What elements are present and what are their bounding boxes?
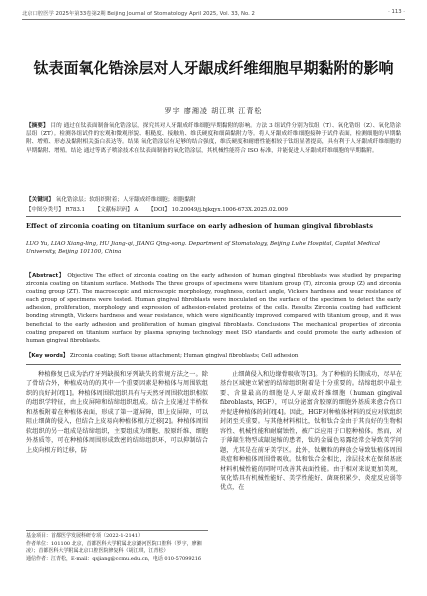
- body-column-right: 止细菌侵入和边缘骨吸收等[3]。为了种植的长期成功，尽早在基台区域建立紧密的结缔组织附着是十分重要的。结缔组织中最主要、含量最高的细胞是人牙龈成纤维细胞（human gingival fibroblasts, HGF），可以分泌富含胶原的细胞外基质来愈合伤口并促进种植体的封闭[4]。因此，HGF对种植体材料的反应对软组织封闭至关重要。与其他材料相比，钛和钛合金由于其良好的生物相容性、机械性能和耐腐蚀性，被广泛应用于口腔种植体。然而，对于薄龈生物型或龈退缩的患者，钛的金属色易露经常会导致美学问题，尤其是在前牙美学区。此外，钛颗粒的释放会导致钛植体周围炎症和种植体周围骨吸收。钛和钛合金相比，涂层技术在保留基底材料机械性能的同时可改善其表面性能。由于相对来说更加美观，氧化锆具有机械性能好、美学性能好、菌斑积累少、炎症反应弱等优点，在: [220, 371, 402, 492]
- keywords-cn-text: 氧化锆涂层；软组织附着；人牙龈成纤维细胞；细胞黏附: [55, 197, 196, 203]
- running-header-left: 北京口腔医学 2025年第33卷第2期 Beijing Journal of Stomatology April 2025, Vol. 33, No. 2: [22, 11, 255, 17]
- keywords-en: [26, 352, 401, 360]
- keywords-en-text: Zirconia coating; Soft tissue attachment; Human gingival fibroblasts; Cell adhesion: [70, 353, 299, 359]
- body-column-left: 种植修复已成为治疗牙列缺损和牙列缺失的常规方法之一。除了骨结合外，种植成功的的其中一个重要因素是种植体与周围软组织的良好封闭[1]。种植体周围软组织具有与天然牙周围软组织相似的组织学特征，由上皮屏障和结缔组织组成。结合上皮通过半桥粒和基板附着在种植体表面，形成了第一道屏障，即上皮屏障，可以阻止细菌的侵入，但结合上皮易向种植体根方迁移[2]。种植体周围软组织的另一组成是结缔组织，主要组成为细胞、胶原纤维、细胞外基质等，可在种植体周围形成致密的结缔组织环，可以抑制结合上皮向根方的迁移，防: [26, 371, 208, 454]
- authors-en: LUO Yu, LIAO Xiang-ling, HU Jiang-qi, JIANG Qing-song. Department of Stomatology, Beijing Luhe Hospital, Capital Medical University, Beijing 101100, China: [26, 241, 380, 255]
- keywords-en-label: 【Key words】: [26, 353, 69, 359]
- divider-top: [26, 216, 401, 217]
- article-title-en: Effect of zirconia coating on titanium surface on early adhesion of human gingival fibroblasts: [26, 222, 373, 230]
- abstract-cn-label: 【摘要】: [26, 123, 49, 129]
- doi: 【DOI】 10.20049/j.bjkqyx.1006-673X.2025.02.009: [148, 207, 288, 213]
- divider-bottom: [26, 364, 401, 365]
- article-title-cn: 钛表面氧化锆涂层对人牙龈成纤维细胞早期黏附的影响: [33, 59, 394, 77]
- abstract-en-text: Objective The effect of zirconia coating on the early adhesion of human gingival fibroblasts was studied by preparing zirconia coating on titanium surface. Methods The three groups of specimens were titanium group (T), zirconia group (Z) and zirconia coating group (ZT). The macroscopic and microscopic morphology, roughness, contact angle, Vickers hardness and wear resistance of each group of specimens were tested. Human gingival fibroblasts were inoculated on the surface of the specimen to detect the early adhesion, proliferation, morphology and expression of adhesion-related proteins of the cells. Results Zirconia coating had sufficient bonding strength, Vickers hardness and wear resistance, which were significantly improved compared with titanium group, and it was beneficial to the early adhesion and proliferation of human gingival fibroblasts. Conclusions The mechanical properties of zirconia coating prepared on titanium surface by plasma spraying technology meet ISO standards and could promote the early adhesion of human gingival fibroblasts.: [26, 273, 402, 344]
- classification-line: [26, 206, 401, 214]
- clc-number: 【中图分类号】 R783.1: [26, 207, 85, 213]
- abstract-cn: [26, 122, 401, 155]
- abstract-en: [26, 272, 401, 345]
- keywords-cn-label: 【关键词】: [26, 197, 54, 203]
- footnote-funding: 基金项目：首都医学发展科研专项（2022-1-2141）: [26, 533, 144, 539]
- document-code: 【文献标识码】 A: [94, 207, 139, 213]
- footnote-affiliation: 作者单位：101100 北京，首都医科大学附属北京潞河医院口腔科（罗宇，廖湘凌）；首都医科大学附属北京口腔医院修复科（胡江琪，江青松）: [26, 540, 202, 555]
- abstract-en-label: 【Abstract】: [26, 273, 65, 279]
- abstract-cn-text: 目的 通过在钛表面制备氧化锆涂层，探究其对人牙龈成纤维细胞早期黏附的影响。方法 3 组试件分别为钛组（T）、氧化锆组（Z）、氧化锆涂层组（ZT）。检测各组试件的宏观和微观形貌、粗糙度、接触角、维氏硬度和细菌黏附力等。将人牙龈成纤维细胞接种于试件表面，检测细胞的早期黏附、增殖、形态及黏附相关蛋白表达等。结果 氧化锆涂层有足够的结合强度，维氏硬度和耐磨性能相较于钛组显著提高，具有利于人牙龈成纤维细胞的早期黏附、增殖。结论 通过等离子喷涂技术在钛表面制备的氧化锆涂层，其机械性能符合 ISO 标准，并能促进人牙龈成纤维细胞的早期黏附。: [26, 123, 401, 154]
- footnote-correspondence: 通信作者：江青松，E-mail：qsjiang@ccmu.edu.cn，电话 010-57099216: [26, 555, 202, 562]
- keywords-cn: [26, 196, 401, 204]
- running-header: [22, 9, 405, 20]
- footnotes: [26, 530, 208, 563]
- authors-cn: 罗宇 廖湘凌 胡江琪 江青松: [164, 107, 263, 115]
- page-number: · 113 ·: [388, 9, 405, 15]
